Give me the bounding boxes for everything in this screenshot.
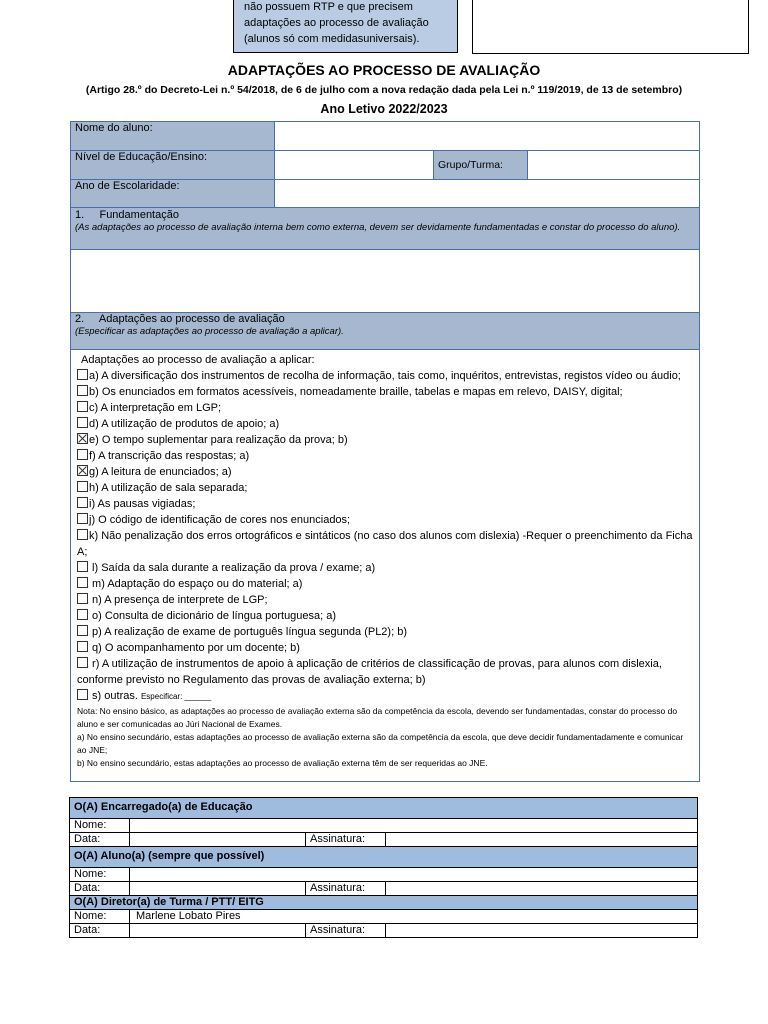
director-title: O(A) Diretor(a) de Turma / PTT/ EITG [70,896,698,910]
section1-title: Fundamentação [99,209,179,221]
student-date-field[interactable] [130,882,306,896]
student-info-table [70,121,700,782]
option-a[interactable]: a) A diversificação dos instrumentos de recolha de informação, tais como, inquéritos, entrevistas, registos vídeo ou áudio; [77,368,693,384]
section2-header [71,313,700,350]
director-date-label: Data: [70,924,130,938]
guardian-date-label: Data: [70,833,130,847]
top-note-line: (alunos só com medidasuniversais). [244,33,420,45]
education-level-label: Nível de Educação/Ensino: [71,151,275,180]
school-year: Ano Letivo 2022/2023 [320,102,448,116]
student-name-field[interactable] [275,122,700,151]
checkbox[interactable] [77,609,88,620]
option-h[interactable]: h) A utilização de sala separada; [77,480,693,496]
director-date-field[interactable] [130,924,306,938]
group-field[interactable] [528,151,700,180]
checkbox[interactable] [77,657,88,668]
guardian-date-field[interactable] [130,833,306,847]
checkbox[interactable] [77,497,88,508]
note-a: a) No ensino secundário, estas adaptações ao processo de avaliação externa são da competência da escola, que deve decidir fundamentadamente e comunicar ao JNE; [77,732,684,755]
education-level-field[interactable] [275,151,434,180]
option-p[interactable]: p) A realização de exame de português língua segunda (PL2); b) [77,624,693,640]
top-note-line: não possuem RTP e que precisem [244,1,413,13]
student-name-label: Nome do aluno: [71,122,275,151]
section2-number: 2. [75,313,85,325]
group-label: Grupo/Turma: [434,151,528,180]
option-l[interactable]: l) Saída da sala durante a realização da prova / exame; a) [77,560,693,576]
checkbox[interactable] [77,385,88,396]
option-f[interactable]: f) A transcrição das respostas; a) [77,448,693,464]
option-m[interactable]: m) Adaptação do espaço ou do material; a) [77,576,693,592]
top-note [233,0,458,53]
checkbox[interactable] [77,529,88,540]
adaptations-cell [71,350,700,782]
checkbox-checked[interactable] [77,433,88,444]
option-k[interactable]: k) Não penalização dos erros ortográficos e sintáticos (no caso dos alunos com dislexia) -Requer o preenchimento da Ficha A; [77,530,693,558]
checkbox[interactable] [77,513,88,524]
note-basic: Nota: No ensino básico, as adaptações ao processo de avaliação externa são da competência da escola, devendo ser fundamentadas, constar do processo do aluno e ser comunicadas ao Júri Nacional de Exames. [77,706,678,729]
option-c[interactable]: c) A interpretação em LGP; [77,400,693,416]
specify-label: Especificar: ______ [140,692,212,701]
page-title: ADAPTAÇÕES AO PROCESSO DE AVALIAÇÃO [227,62,541,78]
student-sign-name-field[interactable] [130,868,698,882]
student-sign-name-label: Nome: [70,868,130,882]
option-e[interactable]: e) O tempo suplementar para realização da prova; b) [77,432,693,448]
student-date-label: Data: [70,882,130,896]
guardian-signature-label: Assinatura: [306,833,386,847]
option-i[interactable]: i) As pausas vigiadas; [77,496,693,512]
adaptations-heading-suffix: a aplicar: [266,354,315,366]
student-signature-field[interactable] [386,882,698,896]
director-signature-field[interactable] [386,924,698,938]
checkbox[interactable] [77,401,88,412]
checkbox-checked[interactable] [77,465,88,476]
student-signature-label: Assinatura: [306,882,386,896]
signatures-table [69,797,698,938]
option-d[interactable]: d) A utilização de produtos de apoio; a) [77,416,693,432]
checkbox[interactable] [77,625,88,636]
option-g[interactable]: g) A leitura de enunciados; a) [77,464,693,480]
option-s[interactable]: s) outras. Especificar: ______ [77,688,693,705]
director-name-label: Nome: [70,910,130,924]
school-grade-field[interactable] [275,180,700,208]
option-o[interactable]: o) Consulta de dicionário de língua portuguesa; a) [77,608,693,624]
option-q[interactable]: q) O acompanhamento por um docente; b) [77,640,693,656]
section2-title: Adaptações ao processo de avaliação [98,313,285,325]
student-title: O(A) Aluno(a) (sempre que possível) [70,847,698,868]
note-b: b) No ensino secundário, estas adaptações ao processo de avaliação externa têm de ser requeridas ao JNE. [77,758,488,768]
checkbox[interactable] [77,449,88,460]
top-empty-box [472,0,749,54]
checkbox[interactable] [77,561,88,572]
adaptations-heading: Adaptações ao processo de avaliação [81,354,267,366]
checkbox[interactable] [77,369,88,380]
director-signature-label: Assinatura: [306,924,386,938]
option-r[interactable]: r) A utilização de instrumentos de apoio à aplicação de critérios de classificação de provas, para alunos com dislexia, conforme previsto no Regulamento das provas de avaliação externa; b) [77,658,662,686]
option-b[interactable]: b) Os enunciados em formatos acessíveis, nomeadamente braille, tabelas e mapas em relevo, DAISY, digital; [77,384,693,400]
checkbox[interactable] [77,481,88,492]
legal-reference: (Artigo 28.º do Decreto-Lei n.º 54/2018, de 6 de julho com a nova redação dada pela Lei n.º 119/2019, de 13 de setembro) [85,84,683,96]
director-name-field[interactable]: Marlene Lobato Pires [130,910,698,924]
checkbox[interactable] [77,689,88,700]
adaptations-list [71,350,699,770]
option-n[interactable]: n) A presença de interprete de LGP; [77,592,693,608]
section1-number: 1. [75,209,85,221]
section2-note: (Especificar as adaptações ao processo de avaliação a aplicar). [75,326,344,337]
school-grade-label: Ano de Escolaridade: [71,180,275,208]
checkbox[interactable] [77,593,88,604]
guardian-title: O(A) Encarregado(a) de Educação [70,798,698,819]
guardian-name-label: Nome: [70,819,130,833]
top-note-line: adaptações ao processo de avaliação [244,17,429,29]
section1-header [71,208,700,250]
option-j[interactable]: j) O código de identificação de cores nos enunciados; [77,512,693,528]
section1-text-field[interactable] [71,250,700,313]
guardian-name-field[interactable] [130,819,698,833]
guardian-signature-field[interactable] [386,833,698,847]
checkbox[interactable] [77,641,88,652]
section1-note: (As adaptações ao processo de avaliação interna bem como externa, devem ser devidamente fundamentadas e constar do processo do aluno). [75,222,681,233]
checkbox[interactable] [77,577,88,588]
checkbox[interactable] [77,417,88,428]
